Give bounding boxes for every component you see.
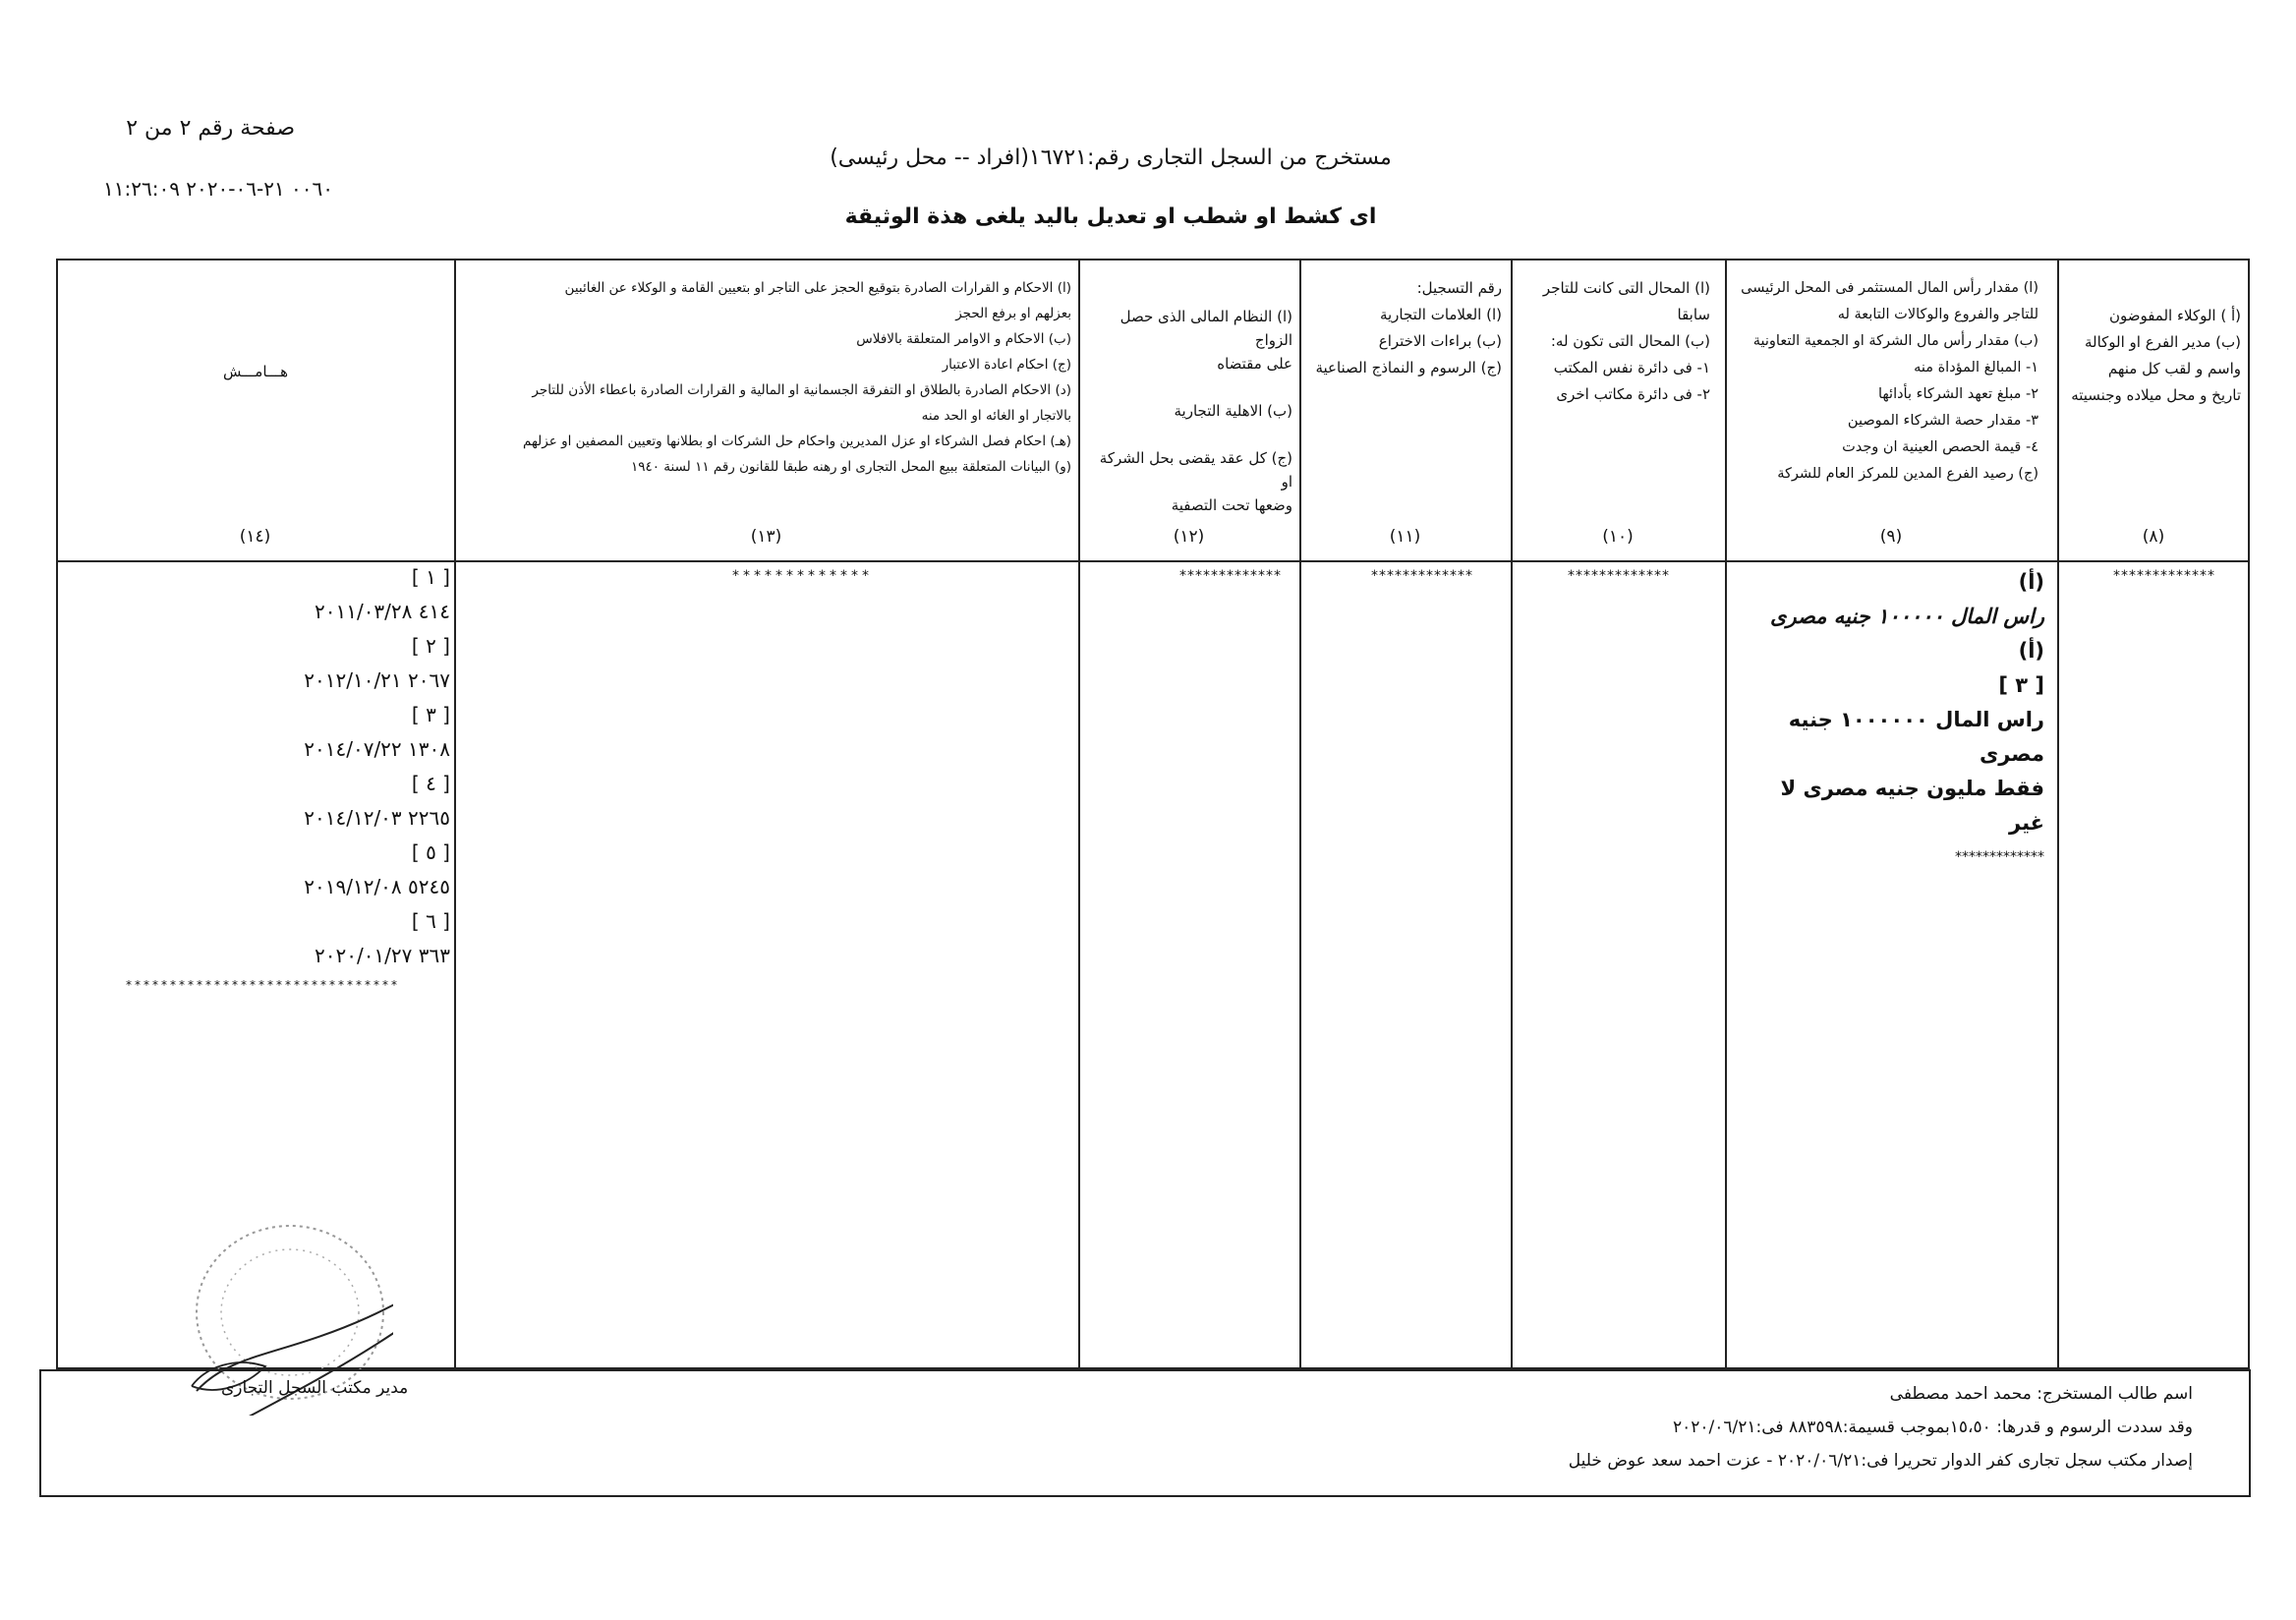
entry-line: [ ١ ] — [411, 565, 450, 589]
entry-line: راس المال ١٠٠٠٠٠ جنيه مصرى — [1770, 605, 2044, 628]
empty-marker: ************* — [1568, 568, 1670, 584]
empty-marker: ************* — [732, 568, 873, 584]
col-divider — [454, 259, 456, 1369]
tamper-warning: اى كشط او شطب او تعديل باليد يلغى هذة الوثيقة — [844, 204, 1377, 229]
entry-line: ١٣٠٨ ٢٠١٤/٠٧/٢٢ — [304, 737, 450, 761]
entry-line: ٥٢٤٥ ٢٠١٩/١٢/٠٨ — [304, 875, 450, 898]
col-divider — [1511, 259, 1513, 1369]
empty-marker: ************* — [1371, 568, 1473, 584]
empty-marker: ************* — [2113, 568, 2215, 584]
entry-line: ٤١٤ ٢٠١١/٠٣/٢٨ — [314, 600, 450, 623]
col10-header: (ا) المحال التى كانت للتاجر سابقا (ب) المحال التى تكون له: ١- فى دائرة نفس المكتب ٢- فى دائرة مكاتب اخرى — [1542, 279, 1710, 403]
col-divider — [1299, 259, 1301, 1369]
col-number: (٩) — [1879, 527, 1903, 547]
col-number: (١٤) — [239, 527, 271, 547]
col14-header: هـــامـــش — [222, 363, 288, 380]
entry-line: مصرى — [1979, 742, 2044, 766]
col12-header: (ا) النظام المالى الذى حصل الزواج على مقتضاه (ب) الاهلية التجارية (ج) كل عقد يقضى بحل الشركة او وضعها تحت التصفية — [1099, 308, 1292, 514]
entry-line: [ ٢ ] — [411, 634, 450, 658]
entry-line: فقط مليون جنيه مصرى لا — [1780, 777, 2044, 800]
empty-marker: ************* — [1179, 568, 1282, 584]
col-number: (٨) — [2142, 527, 2165, 547]
print-timestamp: ٠٠٦٠ ٢١-٠٦-٢٠٢٠ ١١:٢٦:٠٩ — [103, 177, 333, 201]
entry-line: [ ٤ ] — [411, 772, 450, 795]
col-number: (١٠) — [1602, 527, 1634, 547]
entry-line: ************* — [1955, 849, 2044, 865]
manager-signature-label: مدير مكتب السجل التجارى — [221, 1378, 409, 1398]
col-divider — [2057, 259, 2059, 1369]
fees-line: وقد سددت الرسوم و قدرها: ١٥،٥٠بموجب قسيمة:٨٨٣٥٩٨ فى:٢٠٢٠/٠٦/٢١ — [1672, 1418, 2193, 1437]
col-divider — [1078, 259, 1080, 1369]
entry-line: [ ٣ ] — [411, 703, 450, 726]
entry-line: (أ) — [2018, 639, 2044, 663]
col-divider — [1725, 259, 1727, 1369]
col-number: (١٣) — [750, 527, 782, 547]
entry-line: ٢٠٦٧ ٢٠١٢/١٠/٢١ — [304, 668, 450, 692]
entry-line: [ ٣ ] — [1998, 673, 2044, 697]
end-marker: ******************************* — [126, 978, 400, 992]
col-number: (١١) — [1389, 527, 1421, 547]
capital-entries — [1740, 565, 2044, 875]
issuance-line: إصدار مكتب سجل تجارى كفر الدوار تحريرا فى:٢٠٢٠/٠٦/٢١ - عزت احمد سعد عوض خليل — [1568, 1451, 2193, 1471]
document-title: مستخرج من السجل التجارى رقم:١٦٧٢١(افراد -- محل رئيسى) — [830, 145, 1392, 170]
col9-header: (ا) مقدار رأس المال المستثمر فى المحل الرئيسى للتاجر والفروع والوكالات التابعة له (ب) مقدار رأس مال الشركة او الجمعية التعاونية ١- المبالغ المؤداة منه ٢- مبلغ تعهد الشركاء بأدائها ٣- مقدار حصة الشركاء الموصين ٤- قيمة الحصص العينية ان وجدت (ج) رصيد الفرع المدين للمركز العام للشركة — [1741, 280, 2038, 482]
col-number: (١٢) — [1173, 527, 1205, 547]
col11-header: رقم التسجيل: (ا) العلامات التجارية (ب) براءات الاختراع (ج) الرسوم و النماذج الصناعية — [1315, 279, 1502, 376]
col13-header: (ا) الاحكام و القرارات الصادرة بتوقيع الحجز على التاجر او بتعيين القامة و الوكلاء عن الغائبين بعزلهم او برفع الحجز (ب) الاحكام و الاوامر المتعلقة بالافلاس (ج) احكام اعادة الاعتبار (د) الاحكام الصادرة بالطلاق او التفرقة الجسمانية او المالية و القرارات الصادرة باعطاء الأذن للتاجر بالاتجار او الغائه او الحد منه (هـ) احكام فصل الشركاء او عزل المديرين واحكام حل الشركات او بطلانها وتعيين المصفين او عزلهم (و) البيانات المتعلقة ببيع المحل التجارى او رهنه طبقا للقانون رقم ١١ لسنة ١٩٤٠ — [522, 280, 1071, 475]
requester-name: اسم طالب المستخرج: محمد احمد مصطفى — [1889, 1384, 2193, 1404]
col8-header: (أ ) الوكلاء المفوضون (ب) مدير الفرع او الوكالة واسم و لقب كل منهم تاريخ و محل ميلاده وجنسيته — [2071, 307, 2241, 404]
entry-line: [ ٦ ] — [411, 909, 450, 933]
entry-line: [ ٥ ] — [411, 840, 450, 864]
page-number: صفحة رقم ٢ من ٢ — [126, 116, 295, 141]
entry-line: راس المال ١٠٠٠٠٠٠ جنيه — [1788, 708, 2044, 731]
entry-line: ٢٢٦٥ ٢٠١٤/١٢/٠٣ — [304, 806, 450, 830]
margin-entries — [197, 560, 450, 973]
entry-line: ٣٦٣ ٢٠٢٠/٠١/٢٧ — [314, 944, 450, 967]
entry-line: (أ) — [2018, 570, 2044, 594]
entry-line: غير — [2009, 811, 2044, 835]
